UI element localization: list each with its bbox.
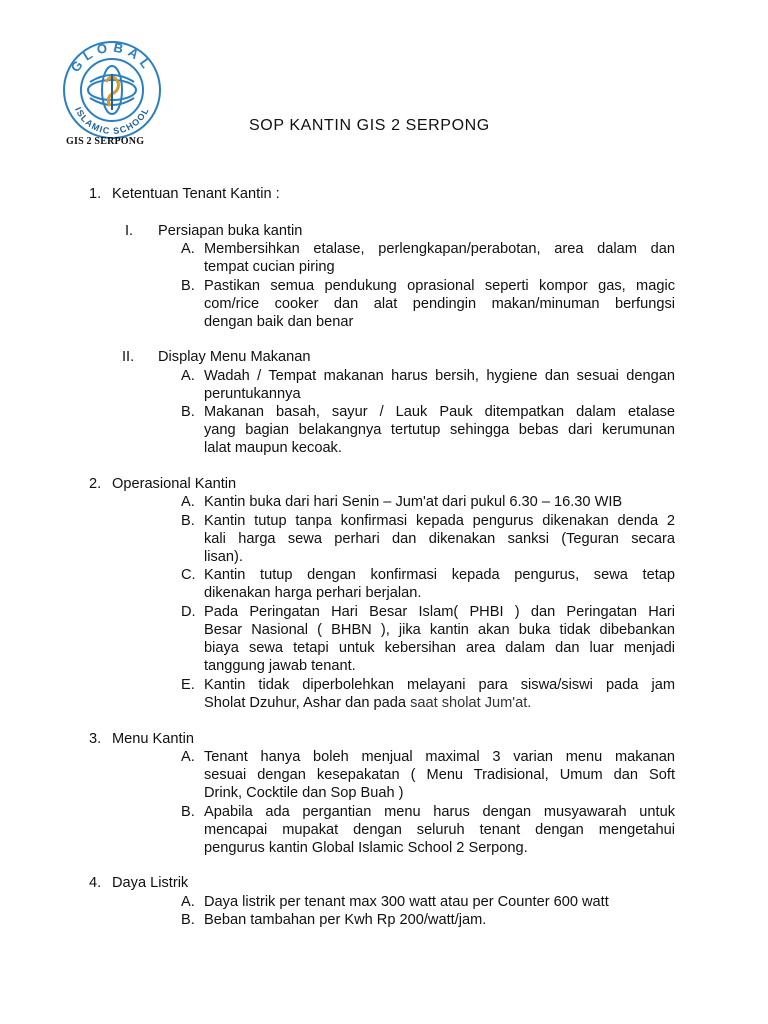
item-text: lalat maupun kecoak. <box>204 440 342 456</box>
item-text: Wadah / Tempat makanan harus bersih, hygiene dan sesuai dengan <box>204 368 675 384</box>
item-text <box>204 694 531 712</box>
section-title: Daya Listrik <box>112 875 189 891</box>
item-marker: A. <box>181 494 195 510</box>
section-number: 3. <box>89 731 102 747</box>
item-text: Kantin tutup dengan konfirmasi kepada pengurus, sewa tetap <box>204 567 675 583</box>
item-text: Apabila ada pergantian menu harus dengan musyawarah untuk <box>204 804 675 820</box>
section-number: 1. <box>89 186 102 202</box>
section-number: 2. <box>89 476 102 492</box>
subsection-title: Display Menu Makanan <box>158 349 311 365</box>
section-number: 4. <box>89 875 102 891</box>
item-text: Pada Peringatan Hari Besar Islam( PHBI ) dan Peringatan Hari <box>204 604 675 620</box>
item-text: com/rice cooker dan alat pendingin makan/minuman berfungsi <box>204 296 675 312</box>
item-text-part: Sholat Dzuhur, Ashar dan pada <box>204 695 411 711</box>
item-text: peruntukannya <box>204 386 301 402</box>
item-marker: B. <box>181 804 195 820</box>
subsection-title: Persiapan buka kantin <box>158 223 303 239</box>
item-text: tanggung jawab tenant. <box>204 658 356 674</box>
logo-ring-text-bottom: ISLAMIC SCHOOL <box>73 105 152 137</box>
section-title: Operasional Kantin <box>112 476 237 492</box>
section-title: Menu Kantin <box>112 731 194 747</box>
item-text-part: Kantin buka dari hari Senin – <box>204 494 396 510</box>
item-text: Makanan basah, sayur / Lauk Pauk ditempatkan dalam etalase <box>204 404 675 420</box>
item-text: dengan baik dan benar <box>204 314 354 330</box>
item-marker: A. <box>181 749 195 765</box>
item-text: pengurus kantin Global Islamic School 2 Serpong. <box>204 840 528 856</box>
item-text: dikenakan harga perhari berjalan. <box>204 585 422 601</box>
item-text: sesuai dengan kesepakatan ( Menu Tradisional, Umum dan Soft <box>204 767 675 783</box>
item-text: kali harga sewa perhari dan dikenakan sanksi (Teguran secara <box>204 531 675 547</box>
global-islamic-school-logo-icon <box>60 38 164 142</box>
item-marker: A. <box>181 894 195 910</box>
item-text: mencapai mupakat dengan seluruh tenant dengan mengetahui <box>204 822 675 838</box>
item-text: Membersihkan etalase, perlengkapan/perabotan, area dalam dan <box>204 241 675 257</box>
item-text: Kantin tutup tanpa konfirmasi kepada pengurus dikenakan denda 2 <box>204 513 675 529</box>
item-marker: B. <box>181 513 195 529</box>
item-marker: A. <box>181 241 195 257</box>
item-marker: E. <box>181 677 195 693</box>
school-caption: GIS 2 SERPONG <box>66 136 145 147</box>
item-text-part: Jum'at dari pukul 6.30 – 16.30 WIB <box>395 494 623 510</box>
item-text: Pastikan semua pendukung oprasional seperti kompor gas, magic <box>204 278 675 294</box>
logo-ring-text-top: GLOBAL <box>67 39 157 75</box>
item-text: Daya listrik per tenant max 300 watt atau per Counter 600 watt <box>204 894 609 910</box>
subsection-number: I. <box>125 223 134 239</box>
item-marker: C. <box>181 567 196 583</box>
document-title: SOP KANTIN GIS 2 SERPONG <box>249 117 490 134</box>
item-marker: D. <box>181 604 196 620</box>
item-text: tempat cucian piring <box>204 259 335 275</box>
school-logo <box>60 38 164 142</box>
item-text: lisan). <box>204 549 243 565</box>
item-text: biaya sewa tetapi untuk kebersihan area dalam dan luar menjadi <box>204 640 675 656</box>
svg-text:GLOBAL <box>68 39 157 74</box>
item-text: Tenant hanya boleh menjual maximal 3 varian menu makanan <box>204 749 675 765</box>
item-marker: B. <box>181 404 195 420</box>
item-marker: B. <box>181 912 195 928</box>
item-text-part: saat sholat Jum'at. <box>410 695 532 711</box>
item-text <box>204 493 622 511</box>
item-text: Drink, Cocktile dan Sop Buah ) <box>204 785 404 801</box>
item-text: Beban tambahan per Kwh Rp 200/watt/jam. <box>204 912 487 928</box>
subsection-number: II. <box>122 349 135 365</box>
item-text: Besar Nasional ( BHBN ), jika kantin akan buka tidak dibebankan <box>204 622 675 638</box>
item-text: Kantin tidak diperbolehkan melayani para siswa/siswi pada jam <box>204 677 675 693</box>
item-text: yang bagian belakangnya tertutup sehingga bebas dari kerumunan <box>204 422 675 438</box>
item-marker: B. <box>181 278 195 294</box>
item-marker: A. <box>181 368 195 384</box>
section-title: Ketentuan Tenant Kantin : <box>112 186 280 202</box>
